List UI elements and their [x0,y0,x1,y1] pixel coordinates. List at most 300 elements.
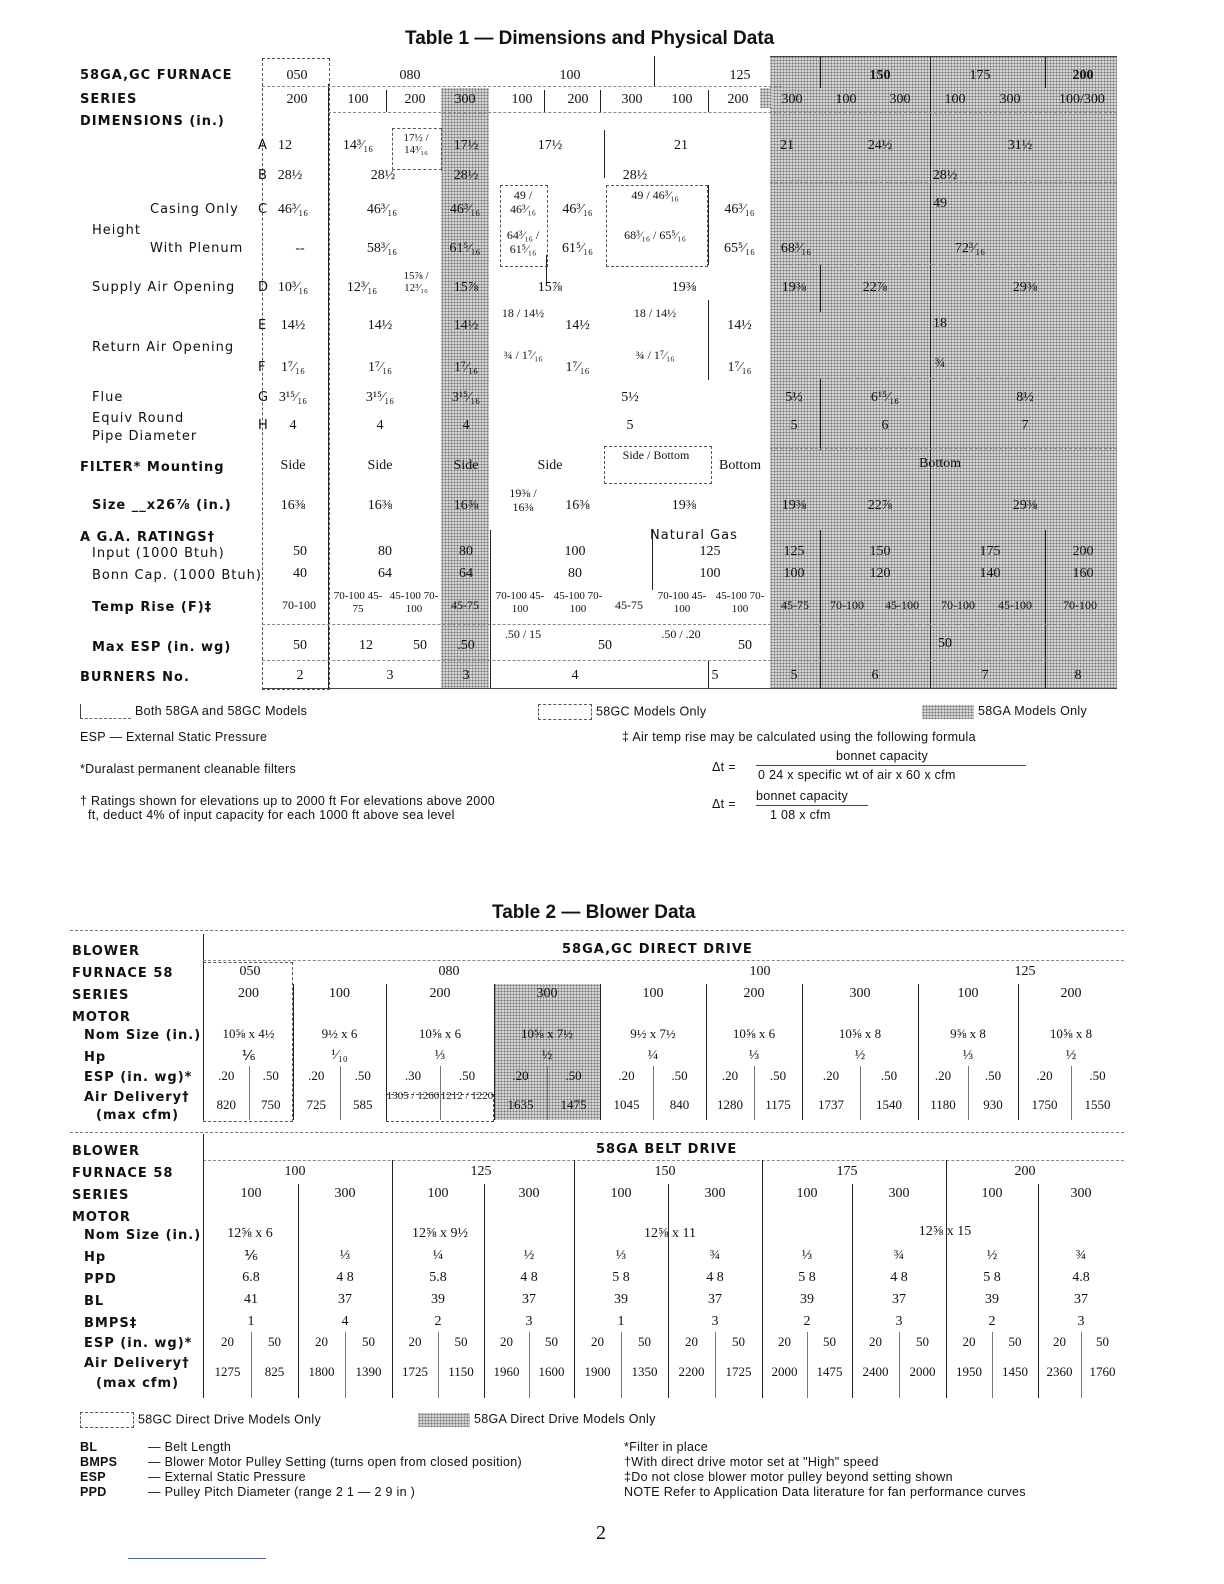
t1-in-175: 175 [979,544,1001,559]
t1-in-050: 50 [293,544,307,559]
bd-esp-b-7: 50 [916,1334,929,1349]
bd-esp-a-9: 20 [1053,1334,1066,1349]
t2-dd-air: Air Delivery† [84,1090,190,1105]
bd-bl-6: 39 [800,1292,814,1307]
t1-D-175-200: 29⅜ [1012,280,1038,295]
t1-A-100: 17½ [537,138,563,153]
dd-series-5: 200 [743,986,765,1001]
t1-note-airtemp: ‡ Air temp rise may be calculated using the following formula [622,730,976,744]
t1-furnace-150: 150 [869,68,891,83]
legend-both-text: Both 58GA and 58GC Models [135,704,308,718]
bd-hp-1: ⅓ [339,1248,351,1263]
bd-bl-3: 37 [522,1292,536,1307]
t2-dd-nom: Nom Size (in.) [84,1028,202,1043]
bd-esp-b-6: 50 [823,1334,836,1349]
t1-bonnet-label: Bonn Cap. (1000 Btuh) [92,568,262,583]
t1-note-filters: *Duralast permanent cleanable filters [80,762,297,776]
t1-row-G-letter: G [258,390,269,405]
dd-nom-0: 10⅝ x 4½ [222,1026,275,1041]
dd-series-8: 200 [1060,986,1082,1001]
dd-air-a-3: 1635 [507,1097,534,1112]
dd-air-b-4: 840 [669,1097,690,1112]
ga-shade-large [770,56,1117,688]
t2-bd-f-100: 100 [284,1164,306,1179]
t1-fs-125-300: 19⅜ [781,498,807,513]
dd-nom-7: 9⅝ x 8 [950,1026,986,1041]
dd-air-a-6: 1737 [818,1097,844,1112]
bd-esp-b-3: 50 [545,1334,558,1349]
formula2-denominator: 1 08 x cfm [770,808,831,822]
t1-esp-100-300: .50 / 15 [504,627,542,641]
dd-air-a-8: 1750 [1031,1097,1058,1112]
bd-bl-7: 37 [892,1292,906,1307]
t1-A-080-200: 17½ / 14³⁄₁₆ [403,132,429,156]
t1-esp-050: 50 [293,638,307,653]
bd-ppd-9: 4.8 [1072,1270,1090,1285]
t1-furnace-label: 58GA,GC FURNACE [80,68,233,83]
t1-F-050: 1⁷⁄₁₆ [281,360,305,375]
t1-tr-125-100: 70-100 45-100 [657,590,707,615]
dd-series-3: 300 [536,986,558,1001]
bd-series-2: 100 [427,1186,449,1201]
t1-height-label: Height [92,223,141,238]
t2-bd-air: Air Delivery† [84,1356,190,1371]
bd-hp-4: ⅓ [615,1248,627,1263]
bd-esp-a-6: 20 [778,1334,791,1349]
bd-air-b-5: 1725 [725,1364,752,1379]
t2-bd-nom-175-200: 12⅝ x 15 [918,1224,972,1239]
bd-bmps-3: 3 [525,1314,533,1329]
dd-esp-a-7: .20 [934,1068,952,1083]
dd-nom-8: 10⅝ x 8 [1049,1026,1093,1041]
t1-series-125-300: 300 [781,92,803,107]
t1-D-150: 22⅞ [862,280,888,295]
t1-bc-175: 140 [979,566,1001,581]
t1-fs-080: 16⅜ [367,498,393,513]
t1-row-A-letter: A [258,138,268,153]
formula1-bar [756,765,1026,766]
bd-esp-b-4: 50 [638,1334,651,1349]
bd-series-7: 300 [888,1186,910,1201]
t1-series-100-200: 200 [567,92,589,107]
t2-legend-gc-swatch [80,1412,134,1428]
t2-dd-air2: (max cfm) [96,1108,180,1123]
t1-fs-050: 16⅜ [280,498,306,513]
legend-ga-text: 58GA Models Only [978,704,1088,718]
t2-bd-furnace: FURNACE 58 [72,1166,174,1181]
abbr-bmps: BMPS — Blower Motor Pulley Setting (turns open from closed position) [80,1455,522,1469]
dd-hp-5: ⅓ [748,1048,760,1063]
t2-legend-gc [80,1412,321,1428]
t1-series-150-300: 300 [889,92,911,107]
bd-esp-b-2: 50 [454,1334,468,1349]
legend-gc-swatch [538,704,592,720]
dd-air-b-1: 585 [353,1097,373,1112]
t1-A-125-300: 21 [780,138,794,153]
t1-tr-150-300: 45-100 [885,598,919,612]
t1-C-080-300: 46³⁄₁₆ [449,202,481,217]
formula1-denominator: 0 24 x specific wt of air x 60 x cfm [758,768,956,782]
t1-legend-gc [538,704,706,720]
t1-in-125: 125 [699,544,721,559]
dd-hp-1: ¹⁄₁₀ [331,1048,348,1063]
t2-dd-hp: Hp [84,1050,107,1065]
t2-dd-f-080: 080 [438,964,460,979]
t1-fm-150-200: Bottom [918,456,961,471]
bd-ppd-3: 4 8 [520,1270,538,1285]
dd-series-6: 300 [849,986,871,1001]
t1-C-150-200: 49 [933,196,947,211]
bd-air-a-2: 1725 [402,1364,428,1379]
abbr-ppd: PPD — Pulley Pitch Diameter (range 2 1 — 2 9 in ) [80,1485,416,1499]
t1-series-050-200: 200 [286,92,308,107]
t1-E-125: 14½ [727,318,752,333]
t1-F-125-200: ¾ / 1⁷⁄₁₆ [635,348,675,362]
t2-note-1: †With direct drive motor set at "High" speed [624,1455,879,1469]
dd-air-a-1: 725 [306,1097,326,1112]
t1-Cp-125-200: 68³⁄₁₆ / 65⁵⁄₁₆ [624,228,686,242]
t1-aga-label: A G.A. RATINGS† [80,530,216,545]
bd-ppd-1: 4 8 [336,1270,354,1285]
dd-air-b-7: 930 [983,1097,1003,1112]
t1-B-150-200: 28½ [932,168,958,183]
formula2-delta: Δt = [712,797,736,811]
bd-bmps-0: 1 [247,1314,255,1329]
bd-ppd-5: 4 8 [706,1270,724,1285]
dd-esp-b-7: .50 [984,1068,1002,1083]
t2-bd-hp: Hp [84,1250,107,1265]
t2-legend-ga-swatch [418,1413,470,1427]
t1-tr-150-100: 70-100 [830,598,864,612]
t2-bd-nom-125: 12⅝ x 9½ [412,1226,468,1241]
dd-series-4: 100 [642,986,664,1001]
t1-row-C-letter: C [258,202,268,217]
dd-esp-a-0: .20 [218,1068,235,1083]
t1-tr-080-100: 70-100 45-75 [333,590,383,615]
t1-tr-125-200: 45-100 70-100 [715,590,765,615]
t1-tr-050: 70-100 [282,598,316,612]
bd-hp-2: ¼ [432,1248,444,1263]
t2-bd-bmps: BMPS‡ [84,1316,138,1331]
bd-esp-a-3: 20 [500,1334,513,1349]
t1-fm-125: Bottom [718,458,761,473]
bd-hp-0: ⅙ [244,1249,258,1264]
t1-F-150-200: ¾ [934,356,946,371]
legend-ga-swatch [922,705,974,719]
t1-in-080-300: 80 [459,544,473,559]
t1-fm-080-300: Side [453,458,479,473]
bd-bmps-8: 2 [988,1314,996,1329]
t1-tr-080-200: 45-100 70-100 [389,590,439,615]
bd-bl-9: 37 [1074,1292,1088,1307]
t1-A-050: 12 [278,138,292,153]
t1-esp-150-200: 50 [938,636,952,651]
t1-C-100: 46³⁄₁₆ [562,202,593,217]
bd-ppd-7: 4 8 [890,1270,908,1285]
t1-H-175-200: 7 [1021,418,1029,433]
t2-bd-nom-100: 12⅝ x 6 [227,1226,273,1241]
bd-air-a-4: 1900 [584,1364,611,1379]
t1-esp-125-200: .50 / .20 [661,627,701,641]
t1-fs-125: 19⅜ [671,498,697,513]
t2-dd-esp: ESP (in. wg)* [84,1070,193,1085]
dd-air-b-2: 1212 / 1220 [440,1090,494,1102]
t2-bd-nom: Nom Size (in.) [84,1228,202,1243]
t1-in-150: 150 [869,544,891,559]
t1-F-080-300: 1⁷⁄₁₆ [454,360,478,375]
bd-series-4: 100 [610,1186,632,1201]
t1-in-080: 80 [378,544,392,559]
bd-bl-5: 37 [708,1292,722,1307]
bd-bl-0: 41 [244,1292,258,1307]
t2-bd-esp: ESP (in. wg)* [84,1336,193,1351]
t1-series-200: 100/300 [1059,92,1105,107]
dd-nom-2: 10⅝ x 6 [418,1026,462,1041]
t2-legend-ga [418,1412,656,1427]
dd-air-b-5: 1175 [765,1097,791,1112]
t1-H-050: 4 [289,418,297,433]
bd-hp-8: ½ [986,1248,998,1263]
t2-bd-ppd: PPD [84,1272,117,1287]
t1-return-label: Return Air Opening [92,340,235,355]
t1-furnace-100: 100 [559,68,581,83]
legend-gc-text: 58GC Models Only [596,704,707,719]
t1-bc-100: 80 [568,566,582,581]
t1-row-F-letter: F [258,360,266,375]
bd-air-b-8: 1450 [1002,1364,1028,1379]
bd-ppd-4: 5 8 [612,1270,630,1285]
t1-Cp-100: 61⁵⁄₁₆ [562,241,593,256]
bd-series-0: 100 [240,1186,262,1201]
bd-esp-b-1: 50 [362,1334,375,1349]
t1-bn-080: 3 [386,668,394,683]
t1-C-125: 46³⁄₁₆ [724,202,755,217]
t1-Cp-125-300: 68³⁄₁₆ [780,241,812,256]
dd-hp-0: ⅙ [241,1049,256,1064]
t1-bn-125: 5 [711,668,719,683]
bd-air-b-7: 2000 [909,1364,936,1379]
t2-bd-air2: (max cfm) [96,1376,180,1391]
t1-bn-050: 2 [296,668,304,683]
bd-air-a-0: 1275 [214,1364,241,1379]
t1-legend-both [80,704,307,719]
t1-D-080: 12³⁄₁₆ [346,280,378,295]
bd-air-b-1: 1390 [355,1364,382,1379]
t1-tr-175-300: 45-100 [998,598,1032,612]
bd-bmps-5: 3 [711,1314,719,1329]
formula2-bar [756,805,868,806]
t1-G-150: 6¹⁵⁄₁₆ [870,390,900,405]
t1-fm-080: Side [367,458,393,473]
bd-series-9: 300 [1070,1186,1092,1201]
dd-series-0: 200 [238,986,259,1001]
t1-H-080: 4 [376,418,384,433]
dd-hp-8: ½ [1065,1048,1077,1063]
t1-furnace-050: 050 [286,68,308,83]
t1-E-150-200: 18 [933,316,947,331]
dd-esp-b-4: .50 [671,1068,688,1083]
t1-tr-080-300: 45-75 [451,598,479,612]
bd-esp-b-9: 50 [1096,1334,1109,1349]
legend-both-swatch [80,704,131,719]
t1-A-080-300: 17½ [453,138,479,153]
t1-G-125-300: 5½ [785,390,803,405]
t1-G-080: 3¹⁵⁄₁₆ [365,390,395,405]
bd-bmps-4: 1 [617,1314,625,1329]
ga-shade-125-300-head [760,88,772,108]
t1-input-label: Input (1000 Btuh) [92,546,225,561]
bd-air-a-3: 1960 [493,1364,520,1379]
bd-esp-b-5: 50 [732,1334,745,1349]
t1-fs-100-300: 19⅜ / 16⅜ [509,486,537,514]
dd-air-b-8: 1550 [1084,1097,1111,1112]
dd-nom-6: 10⅝ x 8 [838,1026,882,1041]
t1-C-080: 46³⁄₁₆ [366,202,398,217]
t2-bd-series: SERIES [72,1188,130,1203]
t2-bd-f-150: 150 [654,1164,676,1179]
t1-F-080: 1⁷⁄₁₆ [368,360,392,375]
t1-note-esp: ESP — External Static Pressure [80,730,268,744]
bd-series-6: 100 [796,1186,818,1201]
bd-esp-a-1: 20 [315,1334,328,1349]
bd-hp-3: ½ [523,1248,535,1263]
t1-row-H-label: Equiv Round Pipe Diameter [92,411,198,444]
t1-row-C-label: Casing Only [150,202,239,217]
t1-series-080-100: 100 [347,92,369,107]
dd-esp-b-8: .50 [1089,1068,1106,1083]
t1-series-080-200: 200 [404,92,426,107]
bd-air-a-9: 2360 [1046,1364,1073,1379]
bd-esp-a-5: 20 [685,1334,698,1349]
dd-esp-a-6: .20 [822,1068,840,1083]
t1-furnace-175: 175 [969,68,991,83]
t1-dimensions-label: DIMENSIONS (in.) [80,114,225,129]
t1-bc-080: 64 [378,566,392,581]
bd-air-a-8: 1950 [956,1364,982,1379]
t2-bd-nom-150: 12⅝ x 11 [644,1226,696,1241]
t1-F-100-300: ¾ / 1⁷⁄₁₆ [503,348,543,362]
t1-E-080-300: 14½ [453,318,479,333]
bd-ppd-6: 5 8 [798,1270,816,1285]
bd-bl-4: 39 [614,1292,628,1307]
footer-rule [128,1558,266,1559]
t1-G-100-125: 5½ [621,390,639,405]
t1-bc-080-300: 64 [459,566,473,581]
t1-series-label: SERIES [80,92,138,107]
t1-D-125-300: 19⅜ [781,280,807,295]
t1-esp-080-300: .50 [457,638,475,653]
bd-air-b-9: 1760 [1089,1364,1116,1379]
dd-series-7: 100 [957,986,979,1001]
t1-series-125-200: 200 [727,92,749,107]
bd-air-b-6: 1475 [816,1364,843,1379]
t2-direct-heading: 58GA,GC DIRECT DRIVE [562,942,753,957]
bd-bl-2: 39 [431,1292,445,1307]
t1-bc-125: 100 [699,566,721,581]
t1-Cp-080-300: 61⁵⁄₁₆ [449,241,481,256]
t1-tr-125-300: 45-75 [781,598,809,612]
t1-E-050: 14½ [280,318,306,333]
bd-esp-a-8: 20 [962,1334,976,1349]
bd-air-b-0: 825 [264,1364,285,1379]
t1-note-ratings-2: ft, deduct 4% of input capacity for each 1000 ft above sea level [88,808,455,822]
t2-bd-f-200: 200 [1014,1164,1036,1179]
dd-nom-1: 9½ x 6 [321,1026,358,1041]
t1-tr-100-100: 70-100 45-100 [495,590,545,615]
t1-Cp-125: 65⁵⁄₁₆ [724,241,755,256]
t1-A-150: 24½ [867,138,893,153]
t1-row-B-letter: B [258,168,268,183]
t1-A-080-100: 14³⁄₁₆ [342,138,374,153]
dd-hp-4: ¼ [647,1048,659,1063]
bd-esp-a-4: 20 [591,1334,604,1349]
t2-bd-motor: MOTOR [72,1210,131,1225]
t1-esp-125: 50 [738,638,752,653]
t1-B-080-300: 28½ [453,168,479,183]
dd-esp-a-8: .20 [1036,1068,1053,1083]
dd-nom-3: 10⅝ x 7½ [521,1026,573,1041]
dd-esp-b-0: .50 [262,1068,279,1083]
t2-dd-series: SERIES [72,988,130,1003]
t1-row-Cp-label: With Plenum [150,241,244,256]
t1-legend-ga [922,704,1087,719]
bd-ppd-2: 5.8 [429,1270,447,1285]
t1-H-080-300: 4 [462,418,470,433]
t1-G-080-300: 3¹⁵⁄₁₆ [451,390,481,405]
t1-furnace-080: 080 [399,68,421,83]
t1-B-080: 28½ [370,168,396,183]
t1-Cp-050: -- [295,241,305,256]
t1-D-080-200: 15⅞ / 12³⁄₁₆ [403,270,429,294]
t1-series-125-100: 100 [671,92,693,107]
t1-row-G-label: Flue [92,390,124,405]
t1-G-175-200: 8½ [1016,390,1034,405]
t2-dd-f-125: 125 [1014,964,1036,979]
dd-hp-3: ½ [541,1048,553,1063]
t1-fs-080-300: 16⅜ [453,498,479,513]
t1-Cp-100-300: 64³⁄₁₆ / 61⁵⁄₁₆ [506,228,540,256]
table2-title: Table 2 — Blower Data [492,902,696,923]
bd-bmps-2: 2 [434,1314,442,1329]
t1-filter-mount-label: FILTER* Mounting [80,460,225,475]
t1-bc-200: 160 [1072,566,1094,581]
t1-D-125: 19⅜ [671,280,697,295]
t1-series-100-300: 300 [621,92,643,107]
t1-tr-100-300: 45-75 [615,598,643,612]
t1-furnace-125: 125 [729,68,751,83]
dd-air-a-4: 1045 [613,1097,640,1112]
t1-bc-125-300: 100 [783,566,805,581]
t1-row-D-label: Supply Air Opening [92,280,236,295]
dd-esp-a-1: .20 [308,1068,325,1083]
t2-bd-f-175: 175 [836,1164,858,1179]
bd-air-a-7: 2400 [862,1364,889,1379]
dd-esp-a-4: .20 [618,1068,635,1083]
t1-bc-150: 120 [869,566,891,581]
dd-esp-a-2: .30 [404,1068,422,1083]
t1-D-050: 10³⁄₁₆ [277,280,309,295]
t1-tr-175-100: 70-100 [941,598,975,612]
bd-series-8: 100 [981,1186,1003,1201]
t1-esp-080-100: 12 [359,638,373,653]
bd-ppd-8: 5 8 [983,1270,1001,1285]
bd-hp-6: ⅓ [801,1248,813,1263]
bd-esp-a-0: 20 [221,1334,234,1349]
dd-esp-a-5: .20 [721,1068,739,1083]
t1-fm-050: Side [280,458,306,473]
t2-dd-blower: BLOWER [72,944,141,959]
dd-nom-4: 9½ x 7½ [630,1026,676,1041]
